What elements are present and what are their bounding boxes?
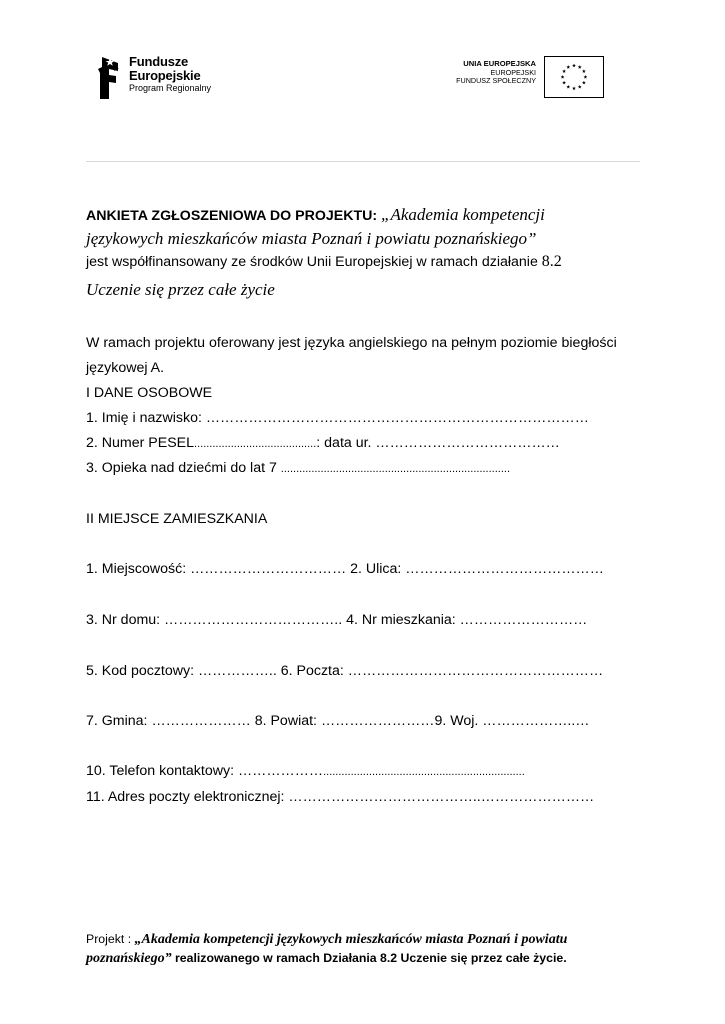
eu-star-icon xyxy=(572,64,576,68)
project-name-part2: językowych mieszkańców miasta Poznań i powiatu poznańskiego” xyxy=(86,229,537,248)
field-childcare-label: 3. Opieka nad dziećmi do lat 7 xyxy=(86,460,281,476)
field-house-apartment[interactable]: 3. Nr domu: ……………………………….. 4. Nr mieszkania: ……………………… xyxy=(86,612,588,628)
field-pesel-label: 2. Numer PESEL xyxy=(86,435,195,451)
eu-logo-line1: UNIA EUROPEJSKA xyxy=(463,59,536,68)
eu-star-icon xyxy=(561,75,565,79)
eu-logo-line2: EUROPEJSKI xyxy=(490,67,536,77)
cofinanced-text: jest współfinansowany ze środków Unii Europejskiej w ramach działanie xyxy=(86,254,542,270)
footer-suffix: realizowanego w ramach Działania 8.2 Uczenie się przez całe życie. xyxy=(171,951,567,965)
form-title-prefix: ANKIETA ZGŁOSZENIOWA DO PROJEKTU: xyxy=(86,208,382,224)
section2-heading: II MIEJSCE ZAMIESZKANIA xyxy=(86,511,268,527)
cofinanced-line xyxy=(86,253,562,271)
intro-line2: językowej A. xyxy=(86,360,165,376)
field-birthdate: : data ur. ………………………………… xyxy=(316,435,560,451)
action-number: 8.2 xyxy=(541,253,562,270)
field-phone[interactable] xyxy=(86,763,525,779)
eu-star-icon xyxy=(572,86,576,90)
eu-star-icon xyxy=(582,81,586,85)
eu-star-icon xyxy=(562,69,566,73)
fundusze-europejskie-logo xyxy=(96,55,211,101)
field-name[interactable]: 1. Imię i nazwisko: ……………………………………………………………………… xyxy=(86,410,589,426)
eu-star-icon xyxy=(562,81,566,85)
footer-project-name-part1: „Akademia kompetencji językowych mieszkańców miasta Poznań i powiatu xyxy=(134,932,568,947)
field-commune-county-voivodeship[interactable]: 7. Gmina: ………………… 8. Powiat: ……………………9. Woj. ………………..… xyxy=(86,713,590,729)
project-name-part1: „Akademia kompetencji xyxy=(381,205,545,224)
fundusze-europejskie-mark-icon xyxy=(96,55,122,101)
fe-logo-line1: Fundusze xyxy=(129,54,189,69)
header-divider xyxy=(86,161,640,162)
field-phone-label: 10. Telefon kontaktowy: ……………… xyxy=(86,763,324,779)
form-title-line1 xyxy=(86,205,545,225)
field-pesel-dots: ........................................ xyxy=(194,438,317,450)
fe-logo-line3: Program Regionalny xyxy=(129,83,212,94)
field-pesel-birthdate[interactable] xyxy=(86,435,560,451)
eu-efs-logo xyxy=(456,56,604,99)
eu-star-icon xyxy=(566,85,570,89)
footer-prefix: Projekt : xyxy=(86,932,135,946)
page-footer xyxy=(86,930,646,968)
field-email[interactable]: 11. Adres poczty elektronicznej: …………………………………..…………………… xyxy=(86,789,595,805)
section1-heading: I DANE OSOBOWE xyxy=(86,385,213,401)
footer-project-name-part2: poznańskiego” xyxy=(86,951,172,966)
eu-star-icon xyxy=(578,85,582,89)
eu-star-icon xyxy=(578,65,582,69)
eu-star-icon xyxy=(582,69,586,73)
eu-star-icon xyxy=(566,65,570,69)
action-name: Uczenie się przez całe życie xyxy=(86,280,275,299)
eu-star-icon xyxy=(584,75,588,79)
field-childcare-dots: ........................................................................... xyxy=(280,463,511,475)
field-childcare[interactable] xyxy=(86,460,510,476)
intro-line1: W ramach projektu oferowany jest języka angielskiego na pełnym poziomie biegłości xyxy=(86,335,617,351)
eu-logo-line3: FUNDUSZ SPOŁECZNY xyxy=(456,75,536,85)
field-city-street[interactable]: 1. Miejscowość: …………………………… 2. Ulica: …………………………………… xyxy=(86,561,604,577)
field-postal-code-post[interactable]: 5. Kod pocztowy: …………….. 6. Poczta: ……………………………………………… xyxy=(86,663,604,679)
fe-logo-line2: Europejskie xyxy=(129,67,201,83)
eu-flag-icon xyxy=(544,56,604,98)
page-header xyxy=(0,0,725,165)
field-phone-dots: .................................................................. xyxy=(323,766,525,778)
